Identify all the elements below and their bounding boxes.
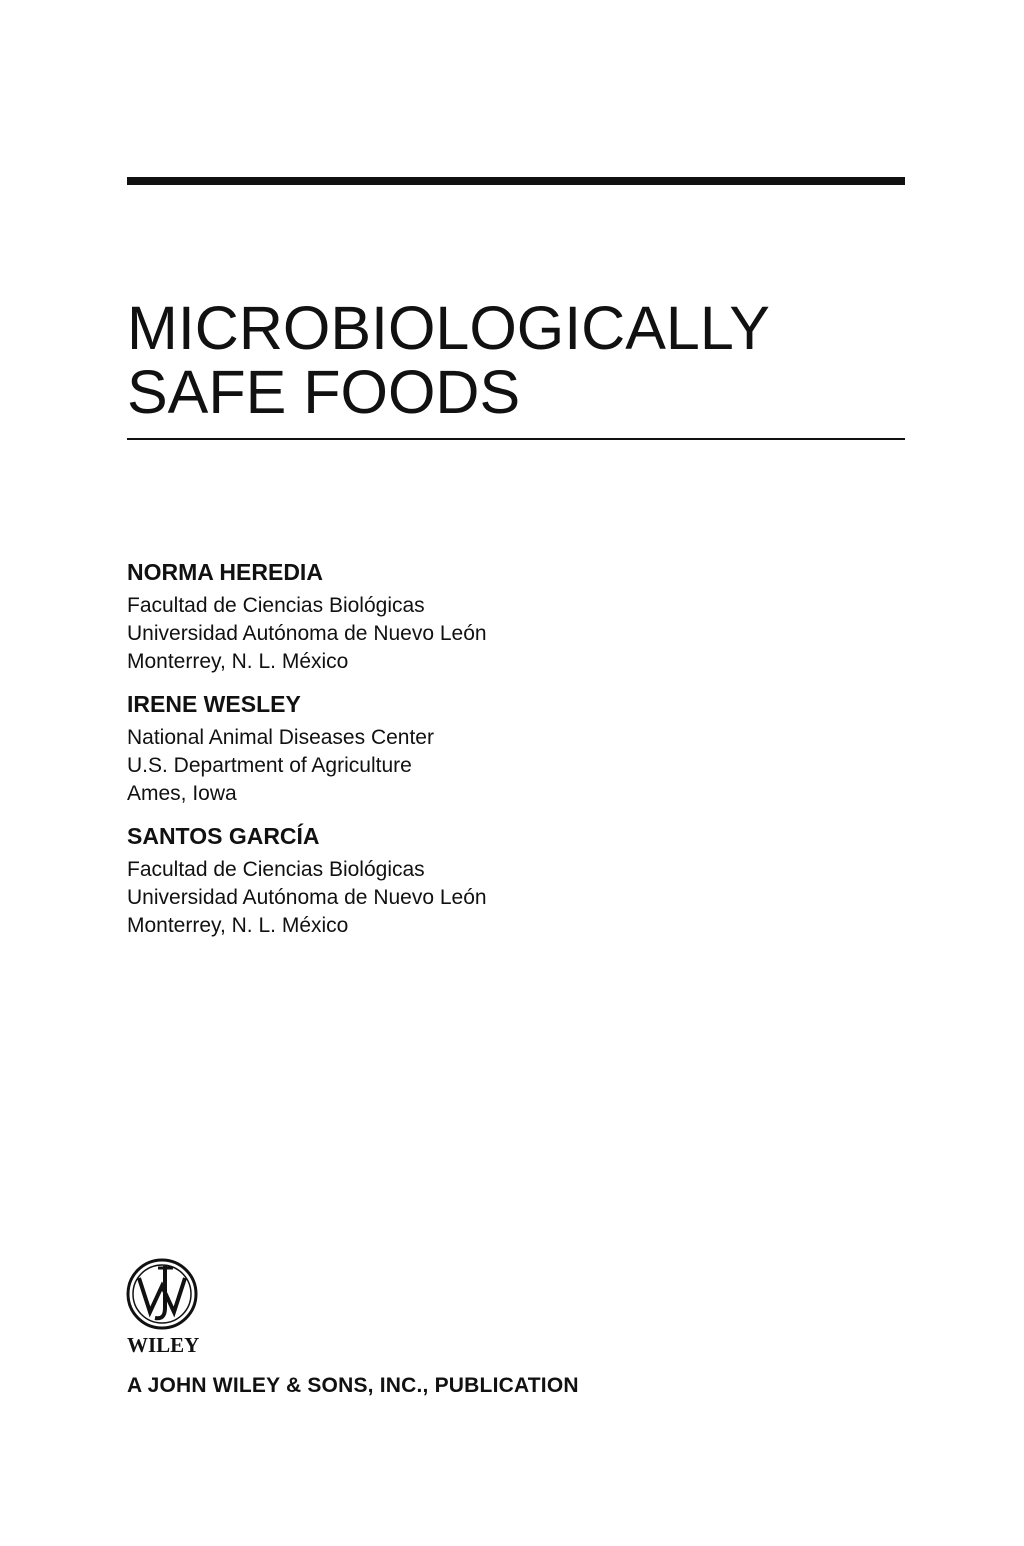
author-list xyxy=(127,556,827,952)
affiliation-line: Ames, Iowa xyxy=(127,782,237,805)
author-block xyxy=(127,556,827,676)
affiliation-line: Facultad de Ciencias Biológicas xyxy=(127,858,425,881)
wiley-wordmark: WILEY xyxy=(127,1333,200,1356)
title-line-1: MICROBIOLOGICALLY xyxy=(127,294,770,362)
title-line-2: SAFE FOODS xyxy=(127,358,521,426)
affiliation-line: Monterrey, N. L. México xyxy=(127,914,349,937)
affiliation-line: Facultad de Ciencias Biológicas xyxy=(127,594,425,617)
affiliation-line: U.S. Department of Agriculture xyxy=(127,754,412,777)
author-block xyxy=(127,688,827,808)
affiliation-line: Universidad Autónoma de Nuevo León xyxy=(127,622,487,645)
author-block xyxy=(127,820,827,940)
author-name: NORMA HEREDIA xyxy=(127,559,323,585)
affiliation-line: Monterrey, N. L. México xyxy=(127,650,349,673)
author-name: SANTOS GARCÍA xyxy=(127,823,320,849)
author-name: IRENE WESLEY xyxy=(127,691,301,717)
publisher-line: A JOHN WILEY & SONS, INC., PUBLICATION xyxy=(127,1374,579,1397)
wiley-logo-icon xyxy=(125,1256,201,1356)
book-title xyxy=(127,296,905,424)
affiliation-line: Universidad Autónoma de Nuevo León xyxy=(127,886,487,909)
wiley-logo-mark xyxy=(125,1256,201,1356)
top-rule xyxy=(127,177,905,185)
affiliation-line: National Animal Diseases Center xyxy=(127,726,434,749)
title-rule xyxy=(127,438,905,440)
